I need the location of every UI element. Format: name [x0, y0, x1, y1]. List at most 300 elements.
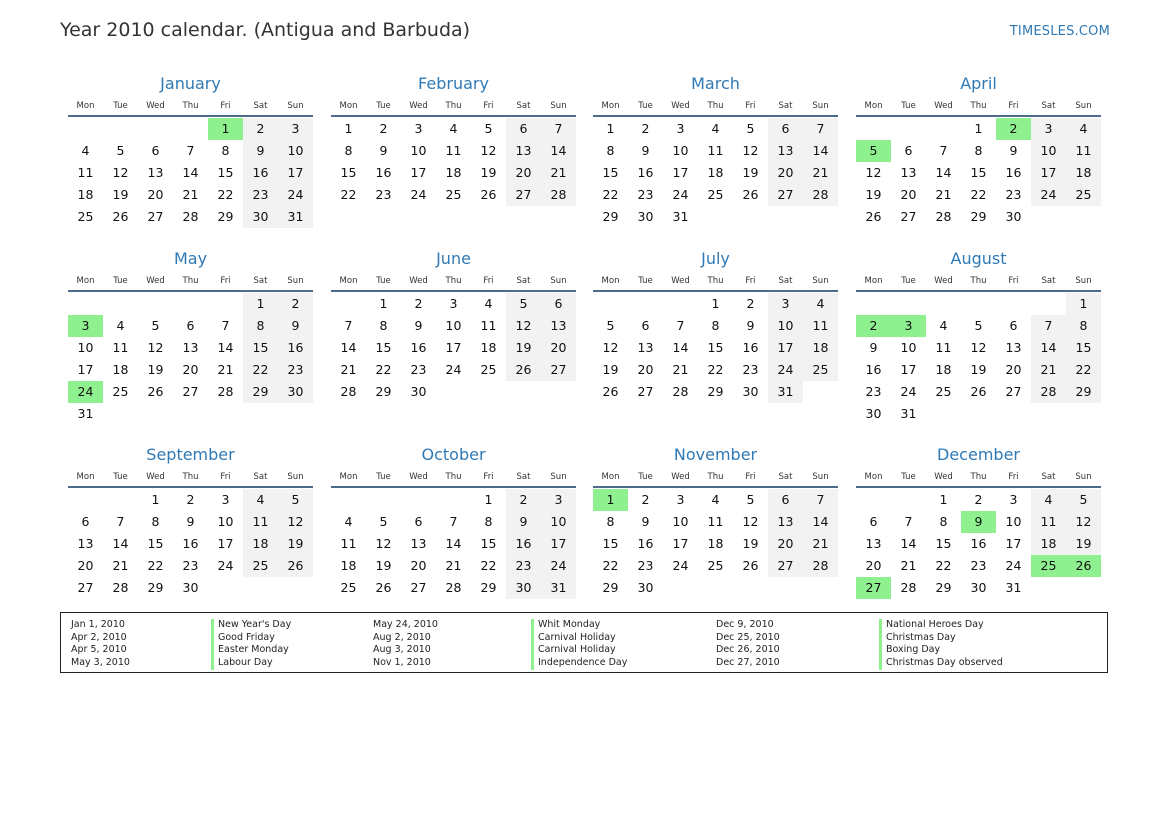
- day-cell: 24: [68, 381, 103, 403]
- weekday-label: Sat: [253, 101, 268, 111]
- empty-cell: [366, 489, 401, 511]
- day-cell: 12: [865, 165, 882, 180]
- weekday-label: Fri: [1008, 101, 1019, 111]
- day-cell: 2: [641, 121, 650, 136]
- day-cell: 18: [1031, 533, 1066, 555]
- legend-dates: [71, 619, 130, 670]
- day-cell: 25: [445, 187, 462, 202]
- day-cell: 20: [768, 162, 803, 184]
- weekday-label: Sun: [550, 101, 567, 111]
- day-cell: 22: [217, 187, 234, 202]
- day-cell: 29: [935, 580, 952, 595]
- empty-cell: [208, 293, 243, 315]
- day-cell: 30: [410, 384, 427, 399]
- day-cell: 16: [182, 536, 199, 551]
- day-cell: 6: [904, 143, 913, 158]
- day-cell: 28: [445, 580, 462, 595]
- day-cell: 13: [410, 536, 427, 551]
- day-cell: 29: [375, 384, 392, 399]
- day-cell: 4: [711, 492, 720, 507]
- day-cell: 30: [970, 580, 987, 595]
- weekday-label: Sun: [287, 101, 304, 111]
- day-cell: 24: [1005, 558, 1022, 573]
- day-cell: 8: [1066, 315, 1101, 337]
- month-october: [331, 444, 576, 599]
- day-cell: 20: [637, 362, 654, 377]
- holiday-date: Aug 3, 2010: [373, 644, 431, 656]
- day-cell: 9: [1009, 143, 1018, 158]
- day-cell: 13: [182, 340, 199, 355]
- day-cell: 3: [676, 492, 685, 507]
- legend-dates: [373, 619, 438, 670]
- holiday-name: Christmas Day: [879, 632, 1003, 645]
- day-cell: 17: [445, 340, 462, 355]
- day-cell: 29: [480, 580, 497, 595]
- day-cell: 20: [77, 558, 94, 573]
- day-cell: 17: [1005, 536, 1022, 551]
- day-cell: 24: [1031, 184, 1066, 206]
- holiday-date: Apr 2, 2010: [71, 631, 127, 643]
- day-cell: 1: [379, 296, 388, 311]
- day-cell: 6: [414, 514, 423, 529]
- weekday-label: Fri: [1008, 472, 1019, 482]
- day-cell: 23: [410, 362, 427, 377]
- day-cell: 3: [541, 489, 576, 511]
- day-cell: 17: [77, 362, 94, 377]
- day-cell: 16: [375, 165, 392, 180]
- day-cell: 16: [637, 536, 654, 551]
- day-cell: 15: [1066, 337, 1101, 359]
- day-cell: 13: [147, 165, 164, 180]
- weekday-label: Thu: [970, 101, 987, 111]
- day-cell: 3: [891, 315, 926, 337]
- weekday-label: Sat: [778, 472, 793, 482]
- day-cell: 23: [506, 555, 541, 577]
- day-cell: 3: [1031, 118, 1066, 140]
- day-cell: 6: [81, 514, 90, 529]
- day-cell: 6: [541, 293, 576, 315]
- day-grid: [331, 118, 576, 206]
- empty-cell: [138, 118, 173, 140]
- day-cell: 28: [803, 184, 838, 206]
- day-cell: 24: [900, 384, 917, 399]
- weekday-label: Sat: [253, 276, 268, 286]
- day-cell: 10: [217, 514, 234, 529]
- day-cell: 14: [900, 536, 917, 551]
- day-cell: 14: [112, 536, 129, 551]
- month-december: [856, 444, 1101, 599]
- day-cell: 15: [935, 536, 952, 551]
- day-cell: 31: [1005, 580, 1022, 595]
- empty-cell: [68, 293, 103, 315]
- weekday-label: Tue: [376, 472, 391, 482]
- holiday-name: New Year's Day: [211, 619, 291, 632]
- day-cell: 21: [803, 162, 838, 184]
- day-cell: 4: [116, 318, 125, 333]
- day-cell: 21: [445, 558, 462, 573]
- day-cell: 26: [742, 558, 759, 573]
- day-cell: 17: [217, 536, 234, 551]
- day-cell: 1: [344, 121, 353, 136]
- weekday-header: [593, 272, 838, 292]
- day-cell: 18: [1066, 162, 1101, 184]
- day-cell: 24: [672, 187, 689, 202]
- day-cell: 14: [672, 340, 689, 355]
- holiday-name: Easter Monday: [211, 644, 291, 657]
- day-cell: 28: [182, 209, 199, 224]
- weekday-label: Sun: [812, 101, 829, 111]
- day-cell: 4: [344, 514, 353, 529]
- day-cell: 22: [1066, 359, 1101, 381]
- day-cell: 11: [480, 318, 497, 333]
- weekday-label: Sat: [253, 472, 268, 482]
- day-cell: 4: [1066, 118, 1101, 140]
- day-cell: 25: [480, 362, 497, 377]
- day-cell: 26: [278, 555, 313, 577]
- weekday-label: Sat: [516, 472, 531, 482]
- day-cell: 31: [541, 577, 576, 599]
- day-cell: 9: [379, 143, 388, 158]
- day-cell: 7: [344, 318, 353, 333]
- weekday-header: [856, 468, 1101, 488]
- day-cell: 2: [278, 293, 313, 315]
- day-cell: 22: [707, 362, 724, 377]
- weekday-label: Wed: [409, 276, 428, 286]
- weekday-label: Wed: [146, 472, 165, 482]
- month-july: [593, 248, 838, 403]
- day-cell: 8: [939, 514, 948, 529]
- day-cell: 14: [803, 140, 838, 162]
- day-cell: 2: [186, 492, 195, 507]
- day-cell: 12: [1066, 511, 1101, 533]
- day-cell: 26: [1066, 555, 1101, 577]
- day-grid: [331, 489, 576, 599]
- day-cell: 7: [221, 318, 230, 333]
- day-cell: 4: [81, 143, 90, 158]
- day-cell: 2: [379, 121, 388, 136]
- day-cell: 22: [480, 558, 497, 573]
- weekday-header: [856, 272, 1101, 292]
- empty-cell: [68, 489, 103, 511]
- legend-names: [211, 619, 291, 670]
- day-cell: 27: [410, 580, 427, 595]
- day-cell: 25: [340, 580, 357, 595]
- weekday-label: Wed: [409, 101, 428, 111]
- page-title: Year 2010 calendar. (Antigua and Barbuda): [60, 19, 471, 41]
- day-cell: 28: [340, 384, 357, 399]
- day-cell: 29: [217, 209, 234, 224]
- holiday-date: May 3, 2010: [71, 657, 130, 669]
- empty-cell: [628, 293, 663, 315]
- weekday-label: Wed: [934, 101, 953, 111]
- day-cell: 1: [208, 118, 243, 140]
- month-name: September: [146, 445, 235, 464]
- day-cell: 14: [935, 165, 952, 180]
- day-cell: 26: [375, 580, 392, 595]
- weekday-label: Wed: [409, 472, 428, 482]
- day-cell: 27: [147, 209, 164, 224]
- weekday-label: Wed: [146, 101, 165, 111]
- day-cell: 8: [344, 143, 353, 158]
- day-cell: 7: [676, 318, 685, 333]
- day-cell: 25: [707, 187, 724, 202]
- day-cell: 19: [865, 187, 882, 202]
- weekday-label: Tue: [376, 276, 391, 286]
- weekday-label: Tue: [638, 101, 653, 111]
- day-cell: 6: [151, 143, 160, 158]
- day-cell: 13: [1005, 340, 1022, 355]
- day-cell: 4: [484, 296, 493, 311]
- day-cell: 19: [1066, 533, 1101, 555]
- day-cell: 7: [803, 489, 838, 511]
- day-cell: 2: [414, 296, 423, 311]
- day-cell: 23: [278, 359, 313, 381]
- day-cell: 26: [147, 384, 164, 399]
- day-cell: 4: [1031, 489, 1066, 511]
- day-cell: 28: [1031, 381, 1066, 403]
- day-cell: 11: [803, 315, 838, 337]
- day-cell: 8: [484, 514, 493, 529]
- day-grid: [856, 489, 1101, 599]
- day-grid: [331, 293, 576, 403]
- day-cell: 23: [182, 558, 199, 573]
- day-cell: 12: [506, 315, 541, 337]
- day-cell: 27: [506, 184, 541, 206]
- weekday-label: Mon: [76, 276, 95, 286]
- day-cell: 13: [768, 511, 803, 533]
- day-cell: 13: [637, 340, 654, 355]
- day-cell: 23: [1005, 187, 1022, 202]
- day-cell: 18: [112, 362, 129, 377]
- weekday-label: Tue: [113, 472, 128, 482]
- weekday-label: Sun: [287, 472, 304, 482]
- day-cell: 25: [243, 555, 278, 577]
- day-cell: 1: [1066, 293, 1101, 315]
- day-cell: 8: [243, 315, 278, 337]
- day-cell: 14: [1031, 337, 1066, 359]
- day-cell: 12: [970, 340, 987, 355]
- weekday-header: [331, 272, 576, 292]
- day-cell: 2: [856, 315, 891, 337]
- weekday-label: Fri: [220, 472, 231, 482]
- weekday-label: Fri: [745, 472, 756, 482]
- weekday-label: Fri: [745, 101, 756, 111]
- empty-cell: [103, 118, 138, 140]
- day-cell: 18: [445, 165, 462, 180]
- day-cell: 20: [506, 162, 541, 184]
- weekday-label: Fri: [745, 276, 756, 286]
- day-cell: 1: [243, 293, 278, 315]
- month-name: March: [691, 74, 740, 93]
- day-cell: 17: [900, 362, 917, 377]
- weekday-label: Fri: [1008, 276, 1019, 286]
- day-cell: 22: [243, 359, 278, 381]
- day-cell: 31: [672, 209, 689, 224]
- empty-cell: [173, 293, 208, 315]
- day-cell: 20: [1005, 362, 1022, 377]
- day-cell: 16: [410, 340, 427, 355]
- day-cell: 11: [112, 340, 129, 355]
- day-cell: 7: [116, 514, 125, 529]
- day-cell: 24: [672, 558, 689, 573]
- weekday-label: Thu: [445, 101, 462, 111]
- day-cell: 27: [77, 580, 94, 595]
- weekday-label: Thu: [445, 472, 462, 482]
- day-cell: 12: [278, 511, 313, 533]
- site-link[interactable]: TIMESLES.COM: [1009, 24, 1110, 39]
- empty-cell: [68, 118, 103, 140]
- weekday-label: Thu: [707, 472, 724, 482]
- day-cell: 14: [182, 165, 199, 180]
- day-cell: 7: [449, 514, 458, 529]
- day-cell: 28: [672, 384, 689, 399]
- day-cell: 23: [637, 558, 654, 573]
- day-grid: [593, 293, 838, 403]
- day-cell: 26: [865, 209, 882, 224]
- day-cell: 5: [856, 140, 891, 162]
- weekday-label: Sun: [287, 276, 304, 286]
- day-cell: 19: [278, 533, 313, 555]
- weekday-label: Sat: [516, 101, 531, 111]
- day-cell: 1: [711, 296, 720, 311]
- day-cell: 22: [970, 187, 987, 202]
- month-name: October: [421, 445, 486, 464]
- day-cell: 12: [375, 536, 392, 551]
- day-cell: 16: [637, 165, 654, 180]
- day-cell: 11: [1066, 140, 1101, 162]
- day-cell: 24: [541, 555, 576, 577]
- day-cell: 4: [711, 121, 720, 136]
- day-cell: 18: [803, 337, 838, 359]
- day-grid: [593, 118, 838, 228]
- day-cell: 28: [217, 384, 234, 399]
- day-cell: 5: [506, 293, 541, 315]
- day-cell: 24: [768, 359, 803, 381]
- weekday-label: Sat: [516, 276, 531, 286]
- holiday-date: Aug 2, 2010: [373, 631, 431, 643]
- day-cell: 21: [340, 362, 357, 377]
- day-cell: 4: [939, 318, 948, 333]
- day-cell: 21: [1031, 359, 1066, 381]
- weekday-label: Thu: [707, 101, 724, 111]
- empty-cell: [103, 293, 138, 315]
- day-cell: 15: [707, 340, 724, 355]
- day-cell: 13: [77, 536, 94, 551]
- holiday-name: Christmas Day observed: [879, 657, 1003, 670]
- holiday-date: Apr 5, 2010: [71, 644, 127, 656]
- day-cell: 4: [803, 293, 838, 315]
- day-cell: 14: [541, 140, 576, 162]
- day-cell: 30: [742, 384, 759, 399]
- day-cell: 10: [541, 511, 576, 533]
- day-cell: 20: [541, 337, 576, 359]
- legend-names: [531, 619, 627, 670]
- weekday-header: [68, 468, 313, 488]
- day-cell: 10: [1005, 514, 1022, 529]
- day-cell: 12: [480, 143, 497, 158]
- holiday-name: National Heroes Day: [879, 619, 1003, 632]
- day-cell: 20: [865, 558, 882, 573]
- weekday-label: Sun: [550, 276, 567, 286]
- day-cell: 7: [939, 143, 948, 158]
- day-cell: 30: [182, 580, 199, 595]
- day-cell: 22: [602, 187, 619, 202]
- day-cell: 5: [379, 514, 388, 529]
- weekday-label: Fri: [220, 276, 231, 286]
- empty-cell: [961, 293, 996, 315]
- day-cell: 27: [1005, 384, 1022, 399]
- month-march: [593, 73, 838, 228]
- empty-cell: [1031, 293, 1066, 315]
- month-april: [856, 73, 1101, 228]
- day-grid: [68, 293, 313, 425]
- weekday-label: Thu: [970, 472, 987, 482]
- day-cell: 11: [340, 536, 357, 551]
- day-cell: 21: [900, 558, 917, 573]
- day-cell: 29: [707, 384, 724, 399]
- day-cell: 7: [1031, 315, 1066, 337]
- day-cell: 29: [970, 209, 987, 224]
- empty-cell: [401, 489, 436, 511]
- day-cell: 22: [340, 187, 357, 202]
- day-cell: 26: [602, 384, 619, 399]
- holiday-name: Whit Monday: [531, 619, 627, 632]
- day-cell: 30: [865, 406, 882, 421]
- day-cell: 8: [151, 514, 160, 529]
- day-cell: 31: [77, 406, 94, 421]
- weekday-label: Sat: [1041, 472, 1056, 482]
- month-august: [856, 248, 1101, 425]
- day-cell: 11: [935, 340, 952, 355]
- day-cell: 5: [746, 121, 755, 136]
- day-cell: 11: [77, 165, 94, 180]
- day-cell: 11: [707, 514, 724, 529]
- day-cell: 12: [742, 514, 759, 529]
- empty-cell: [926, 118, 961, 140]
- day-cell: 30: [243, 206, 278, 228]
- weekday-label: Mon: [601, 472, 620, 482]
- day-cell: 9: [961, 511, 996, 533]
- day-cell: 12: [742, 143, 759, 158]
- day-cell: 19: [970, 362, 987, 377]
- weekday-label: Sun: [1075, 276, 1092, 286]
- day-cell: 7: [904, 514, 913, 529]
- day-cell: 26: [742, 187, 759, 202]
- day-cell: 17: [410, 165, 427, 180]
- weekday-header: [331, 468, 576, 488]
- day-cell: 19: [112, 187, 129, 202]
- weekday-label: Mon: [864, 101, 883, 111]
- weekday-label: Thu: [445, 276, 462, 286]
- day-cell: 4: [243, 489, 278, 511]
- weekday-label: Sat: [1041, 101, 1056, 111]
- day-cell: 15: [340, 165, 357, 180]
- day-cell: 27: [900, 209, 917, 224]
- day-cell: 27: [768, 184, 803, 206]
- day-cell: 30: [506, 577, 541, 599]
- day-cell: 18: [480, 340, 497, 355]
- day-cell: 26: [480, 187, 497, 202]
- weekday-label: Sat: [778, 101, 793, 111]
- day-cell: 2: [746, 296, 755, 311]
- month-name: July: [701, 249, 730, 268]
- day-cell: 3: [68, 315, 103, 337]
- weekday-label: Wed: [146, 276, 165, 286]
- day-cell: 19: [375, 558, 392, 573]
- day-cell: 2: [243, 118, 278, 140]
- day-cell: 8: [606, 514, 615, 529]
- day-cell: 21: [217, 362, 234, 377]
